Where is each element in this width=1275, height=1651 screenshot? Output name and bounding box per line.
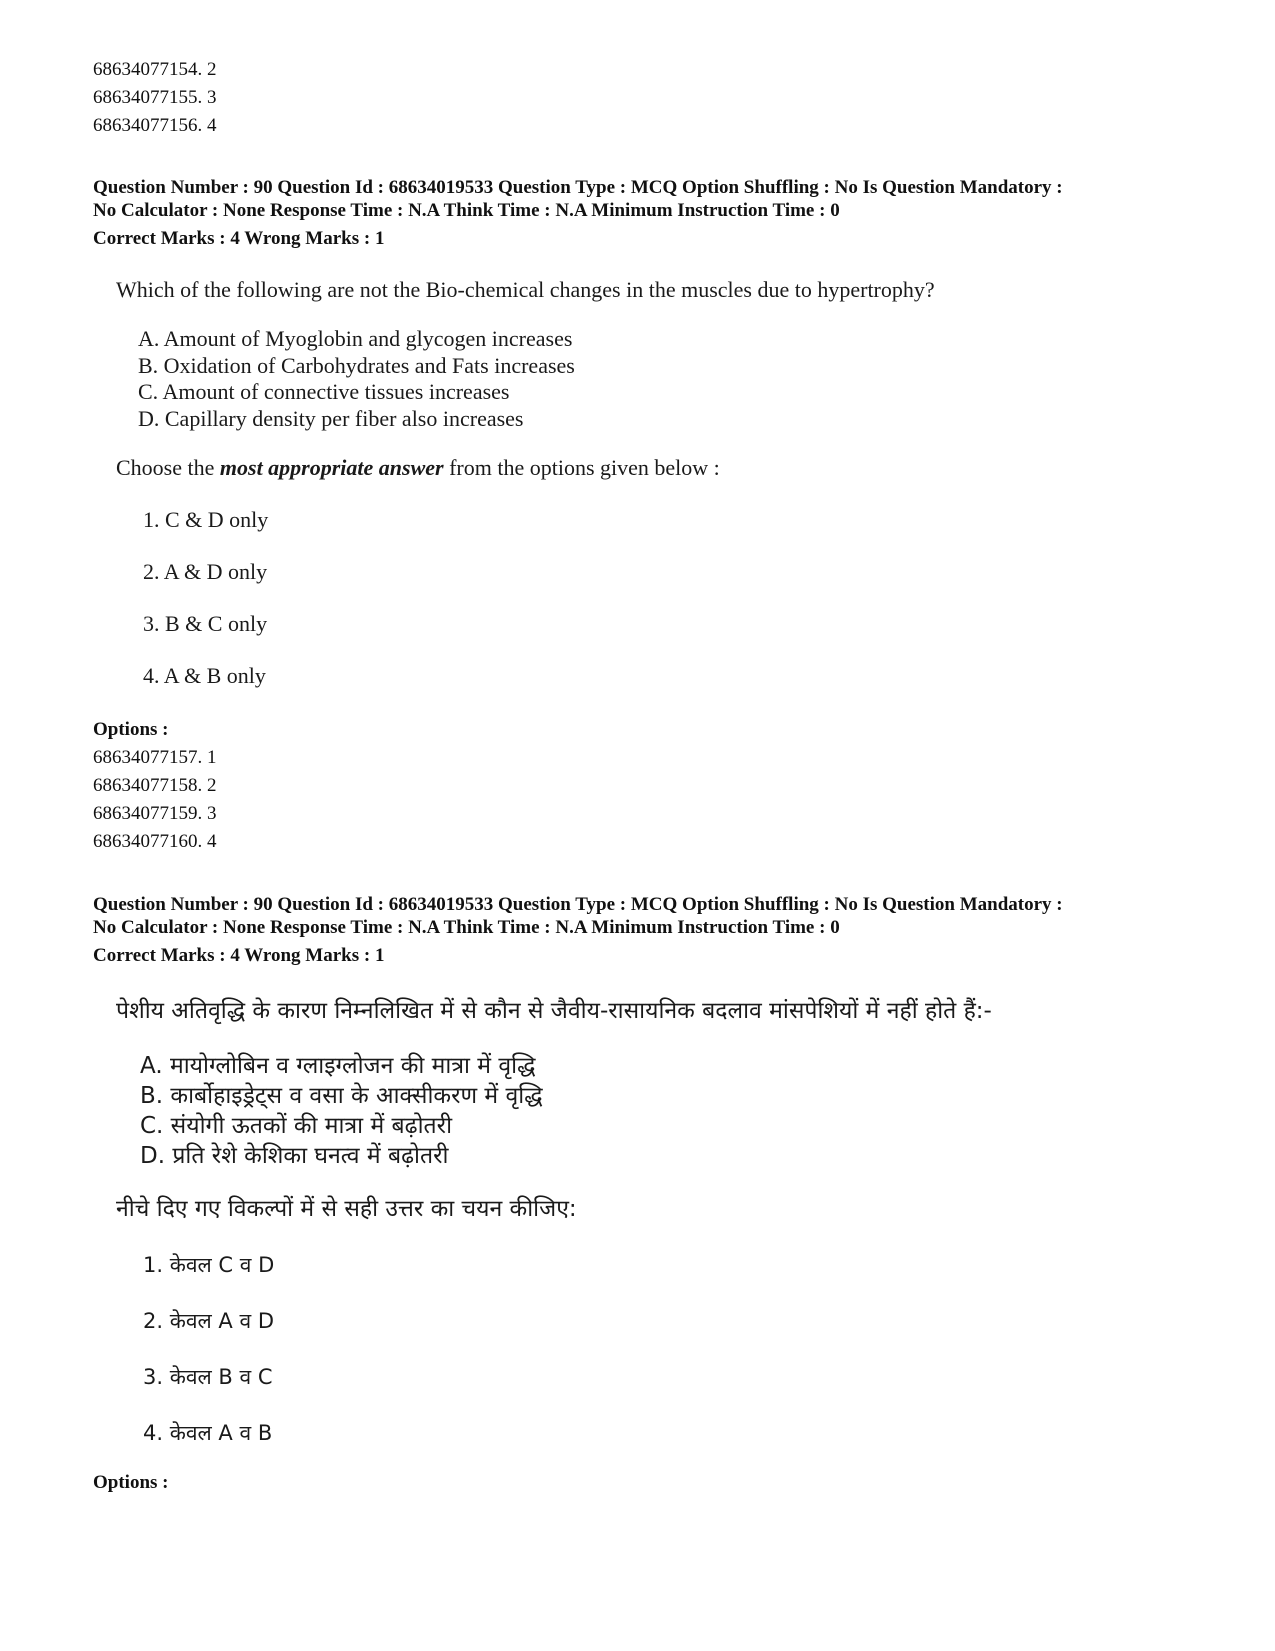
statement-item: A. Amount of Myoglobin and glycogen increases: [138, 326, 573, 351]
option-id-line: 68634077159. 3: [93, 803, 217, 824]
statement-item: B. Oxidation of Carbohydrates and Fats increases: [138, 353, 575, 378]
options-label: Options :: [93, 1472, 169, 1493]
question-text: पेशीय अतिवृद्धि के कारण निम्नलिखित में से कौन से जैवीय-रासायनिक बदलाव मांसपेशियों में नहीं होते हैं:-: [116, 998, 992, 1024]
statement-item: D. प्रति रेशे केशिका घनत्व में बढ़ोतरी: [140, 1143, 449, 1169]
answer-choice: 4. केवल A व B: [143, 1421, 273, 1445]
question-marks-line: Correct Marks : 4 Wrong Marks : 1: [93, 228, 385, 249]
answer-choice: 2. केवल A व D: [143, 1309, 274, 1333]
statement-item: D. Capillary density per fiber also increases: [138, 406, 524, 431]
statement-item: A. मायोग्लोबिन व ग्लाइग्लोजन की मात्रा में वृद्धि: [140, 1053, 536, 1079]
question-marks-line: Correct Marks : 4 Wrong Marks : 1: [93, 945, 385, 966]
choose-instruction: नीचे दिए गए विकल्पों में से सही उत्तर का चयन कीजिए:: [116, 1196, 577, 1222]
choose-instruction: Choose the most appropriate answer from the options given below :: [116, 455, 720, 480]
answer-choice: 2. A & D only: [143, 559, 268, 584]
option-id-line: 68634077160. 4: [93, 831, 217, 852]
emphasis-text: most appropriate answer: [219, 455, 444, 480]
answer-choice: 3. B & C only: [143, 611, 268, 636]
option-id-line: 68634077155. 3: [93, 87, 217, 108]
answer-choice: 1. C & D only: [143, 507, 269, 532]
option-id-line: 68634077156. 4: [93, 115, 217, 136]
statement-item: B. कार्बोहाइड्रेट्स व वसा के आक्सीकरण में वृद्धि: [140, 1083, 543, 1109]
statement-item: C. संयोगी ऊतकों की मात्रा में बढ़ोतरी: [140, 1113, 453, 1139]
question-meta-line: No Calculator : None Response Time : N.A Think Time : N.A Minimum Instruction Time : 0: [93, 200, 840, 221]
statement-item: C. Amount of connective tissues increases: [138, 379, 510, 404]
option-id-line: 68634077157. 1: [93, 747, 217, 768]
options-label: Options :: [93, 719, 169, 740]
answer-choice: 3. केवल B व C: [143, 1365, 273, 1389]
answer-choice: 4. A & B only: [143, 663, 266, 688]
answer-choice: 1. केवल C व D: [143, 1253, 275, 1277]
question-text: Which of the following are not the Bio-chemical changes in the muscles due to hypertrophy?: [116, 277, 935, 302]
question-meta-line: Question Number : 90 Question Id : 68634019533 Question Type : MCQ Option Shuffling : No Is Question Mandatory :: [93, 894, 1063, 915]
question-meta-line: Question Number : 90 Question Id : 68634019533 Question Type : MCQ Option Shuffling : No Is Question Mandatory :: [93, 177, 1063, 198]
option-id-line: 68634077154. 2: [93, 59, 217, 80]
question-meta-line: No Calculator : None Response Time : N.A Think Time : N.A Minimum Instruction Time : 0: [93, 917, 840, 938]
option-id-line: 68634077158. 2: [93, 775, 217, 796]
